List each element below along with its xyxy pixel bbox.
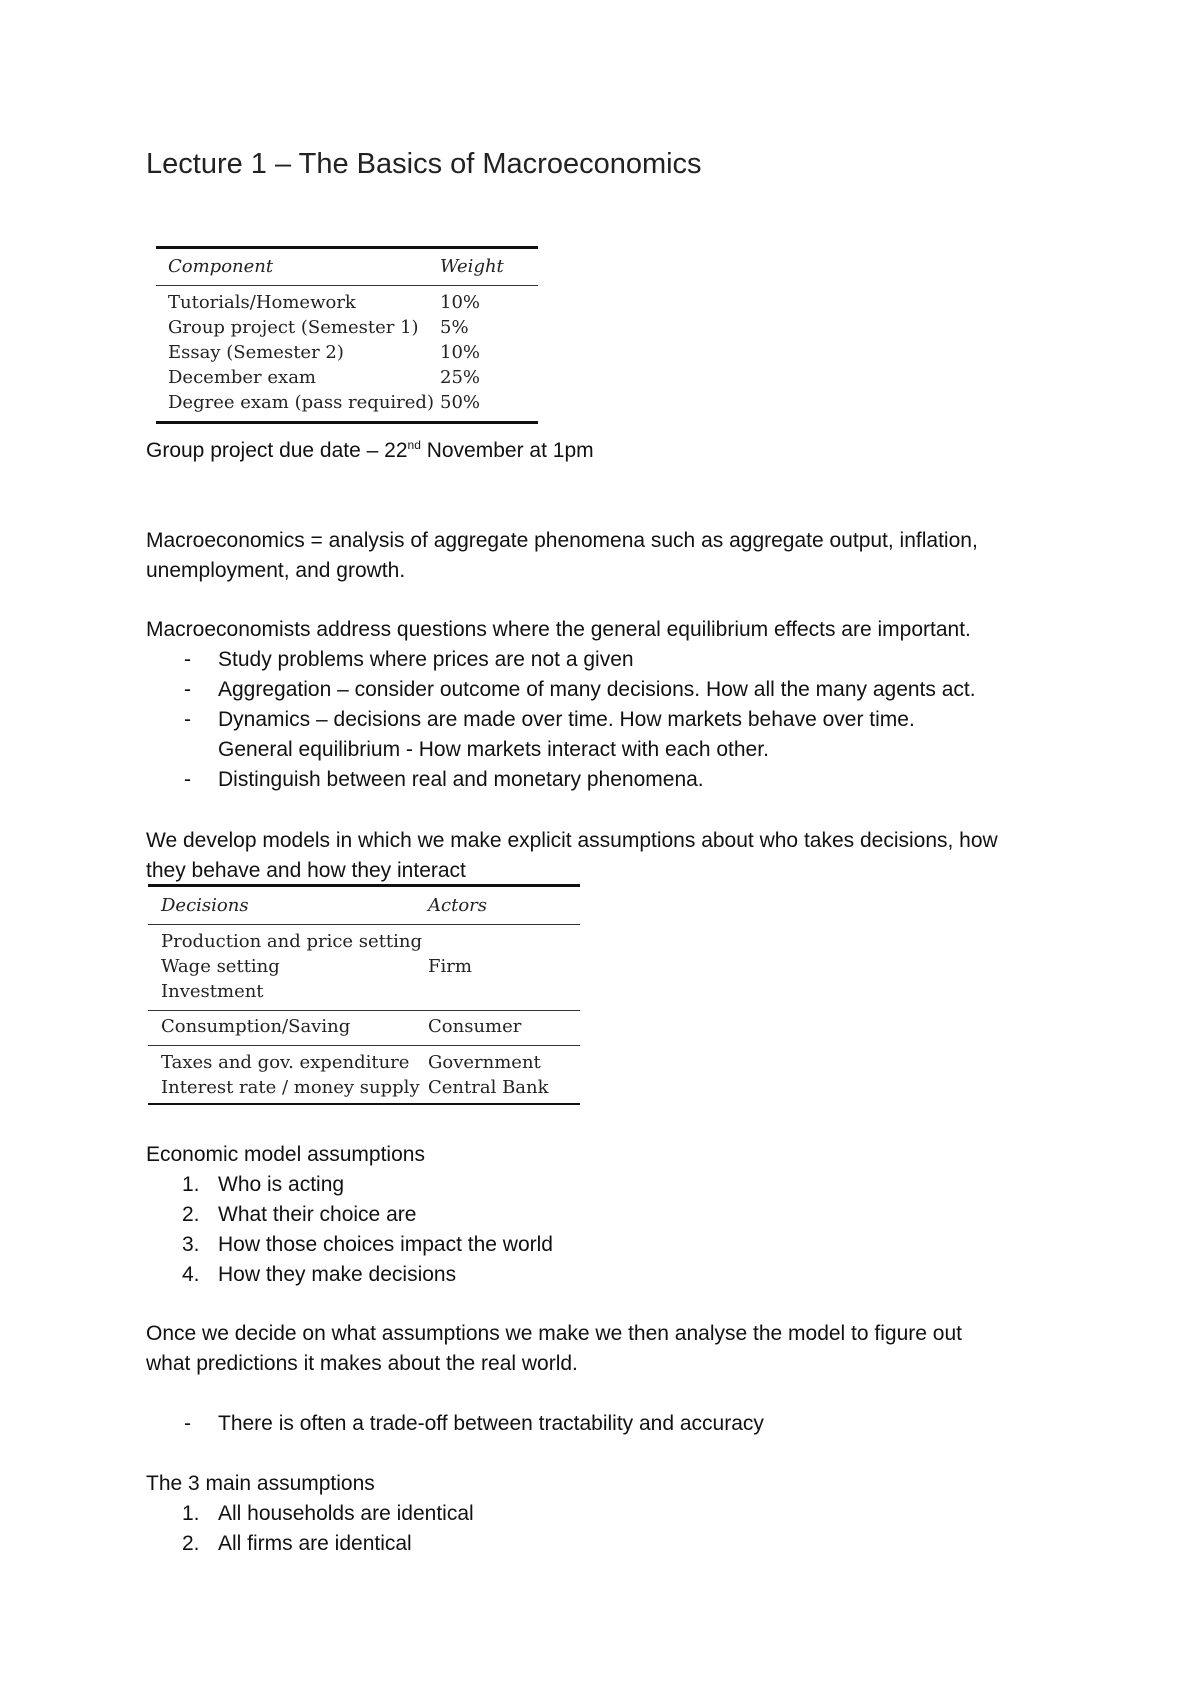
table-header-weight: Weight xyxy=(440,256,504,277)
list-number: 4. xyxy=(182,1263,200,1286)
due-date-line xyxy=(146,436,594,466)
list-item-text: Dynamics – decisions are made over time. How markets behave over time. xyxy=(218,708,915,731)
table-group-rule xyxy=(148,1010,580,1011)
general-equilibrium-list xyxy=(146,645,976,795)
model-assumptions-section xyxy=(146,1140,553,1290)
table-cell: Essay (Semester 2) xyxy=(168,342,344,363)
page-title: Lecture 1 – The Basics of Macroeconomics xyxy=(146,148,702,180)
table-bottom-rule xyxy=(156,421,538,424)
table-header-component: Component xyxy=(168,256,274,277)
model-assumptions-list xyxy=(146,1170,553,1290)
main-assumptions-heading: The 3 main assumptions xyxy=(146,1472,375,1495)
table-cell: 50% xyxy=(440,392,481,413)
list-item-text: All households are identical xyxy=(218,1502,474,1525)
list-number: 2. xyxy=(182,1532,200,1555)
table-cell: Interest rate / money supply xyxy=(161,1077,420,1098)
general-equilibrium-intro: Macroeconomists address questions where the general equilibrium effects are important. xyxy=(146,618,971,641)
table-cell: 25% xyxy=(440,367,481,388)
list-item xyxy=(146,1499,474,1529)
list-item-text: All firms are identical xyxy=(218,1532,412,1555)
general-equilibrium-section xyxy=(146,615,976,795)
list-item xyxy=(146,1529,474,1559)
table-cell: Consumption/Saving xyxy=(161,1016,351,1037)
list-item-text: Distinguish between real and monetary phenomena. xyxy=(218,768,704,791)
list-item xyxy=(146,675,976,705)
table-cell: December exam xyxy=(168,367,316,388)
models-line: We develop models in which we make explicit assumptions about who takes decisions, how xyxy=(146,829,998,852)
table-group-rule xyxy=(148,1045,580,1046)
list-item-text: There is often a trade-off between tractability and accuracy xyxy=(218,1412,764,1435)
table-cell: Group project (Semester 1) xyxy=(168,317,419,338)
list-item xyxy=(146,1260,553,1290)
models-line: they behave and how they interact xyxy=(146,859,466,882)
list-item-text: Who is acting xyxy=(218,1173,345,1196)
table-cell: Taxes and gov. expenditure xyxy=(161,1052,410,1073)
table-cell: Wage setting xyxy=(161,956,280,977)
table-header-actors: Actors xyxy=(428,895,487,916)
table-top-rule xyxy=(156,246,538,249)
dash-bullet: - xyxy=(184,648,191,671)
list-item xyxy=(146,1200,553,1230)
due-date-prefix: Group project due date – 22 xyxy=(146,439,408,462)
definition-paragraph xyxy=(146,526,978,586)
analysis-line: Once we decide on what assumptions we make we then analyse the model to figure out xyxy=(146,1322,962,1345)
models-paragraph xyxy=(146,826,998,886)
list-item-text: General equilibrium - How markets interact with each other. xyxy=(218,738,769,761)
dash-bullet: - xyxy=(184,1412,191,1435)
table-cell: Tutorials/Homework xyxy=(168,292,356,313)
table-cell: Consumer xyxy=(428,1016,522,1037)
list-number: 3. xyxy=(182,1233,200,1256)
table-cell: Degree exam (pass required) xyxy=(168,392,434,413)
tradeoff-bullet xyxy=(146,1409,764,1439)
list-number: 1. xyxy=(182,1502,200,1525)
definition-line: unemployment, and growth. xyxy=(146,559,406,582)
list-number: 2. xyxy=(182,1203,200,1226)
list-item-text: How those choices impact the world xyxy=(218,1233,553,1256)
list-number: 1. xyxy=(182,1173,200,1196)
table-cell: Firm xyxy=(428,956,472,977)
table-header-decisions: Decisions xyxy=(161,895,249,916)
table-bottom-rule xyxy=(148,1103,580,1105)
due-date-ordinal: nd xyxy=(407,438,421,452)
list-item xyxy=(146,705,976,765)
list-item xyxy=(146,765,976,795)
table-cell: Government xyxy=(428,1052,541,1073)
table-header-rule xyxy=(156,285,538,286)
analysis-line: what predictions it makes about the real world. xyxy=(146,1352,578,1375)
table-cell: 10% xyxy=(440,292,481,313)
list-item-text: What their choice are xyxy=(218,1203,417,1226)
table-cell: 10% xyxy=(440,342,481,363)
list-item xyxy=(146,1230,553,1260)
tradeoff-list xyxy=(146,1409,764,1439)
dash-bullet: - xyxy=(184,678,191,701)
table-top-rule xyxy=(148,884,580,887)
list-item xyxy=(146,645,976,675)
table-cell: 5% xyxy=(440,317,469,338)
dash-bullet: - xyxy=(184,768,191,791)
table-cell: Production and price setting xyxy=(161,931,423,952)
analysis-paragraph xyxy=(146,1319,962,1379)
dash-bullet: - xyxy=(184,708,191,731)
model-assumptions-heading: Economic model assumptions xyxy=(146,1143,425,1166)
due-date-suffix: November at 1pm xyxy=(420,439,594,462)
table-header-rule xyxy=(148,924,580,925)
list-item xyxy=(146,1409,764,1439)
table-cell: Central Bank xyxy=(428,1077,549,1098)
definition-line: Macroeconomics = analysis of aggregate phenomena such as aggregate output, inflation, xyxy=(146,529,978,552)
list-item-text: Aggregation – consider outcome of many decisions. How all the many agents act. xyxy=(218,678,976,701)
main-assumptions-section xyxy=(146,1469,474,1559)
main-assumptions-list xyxy=(146,1499,474,1559)
list-item-text: Study problems where prices are not a given xyxy=(218,648,634,671)
table-cell: Investment xyxy=(161,981,264,1002)
list-item xyxy=(146,1170,553,1200)
list-item-text: How they make decisions xyxy=(218,1263,457,1286)
